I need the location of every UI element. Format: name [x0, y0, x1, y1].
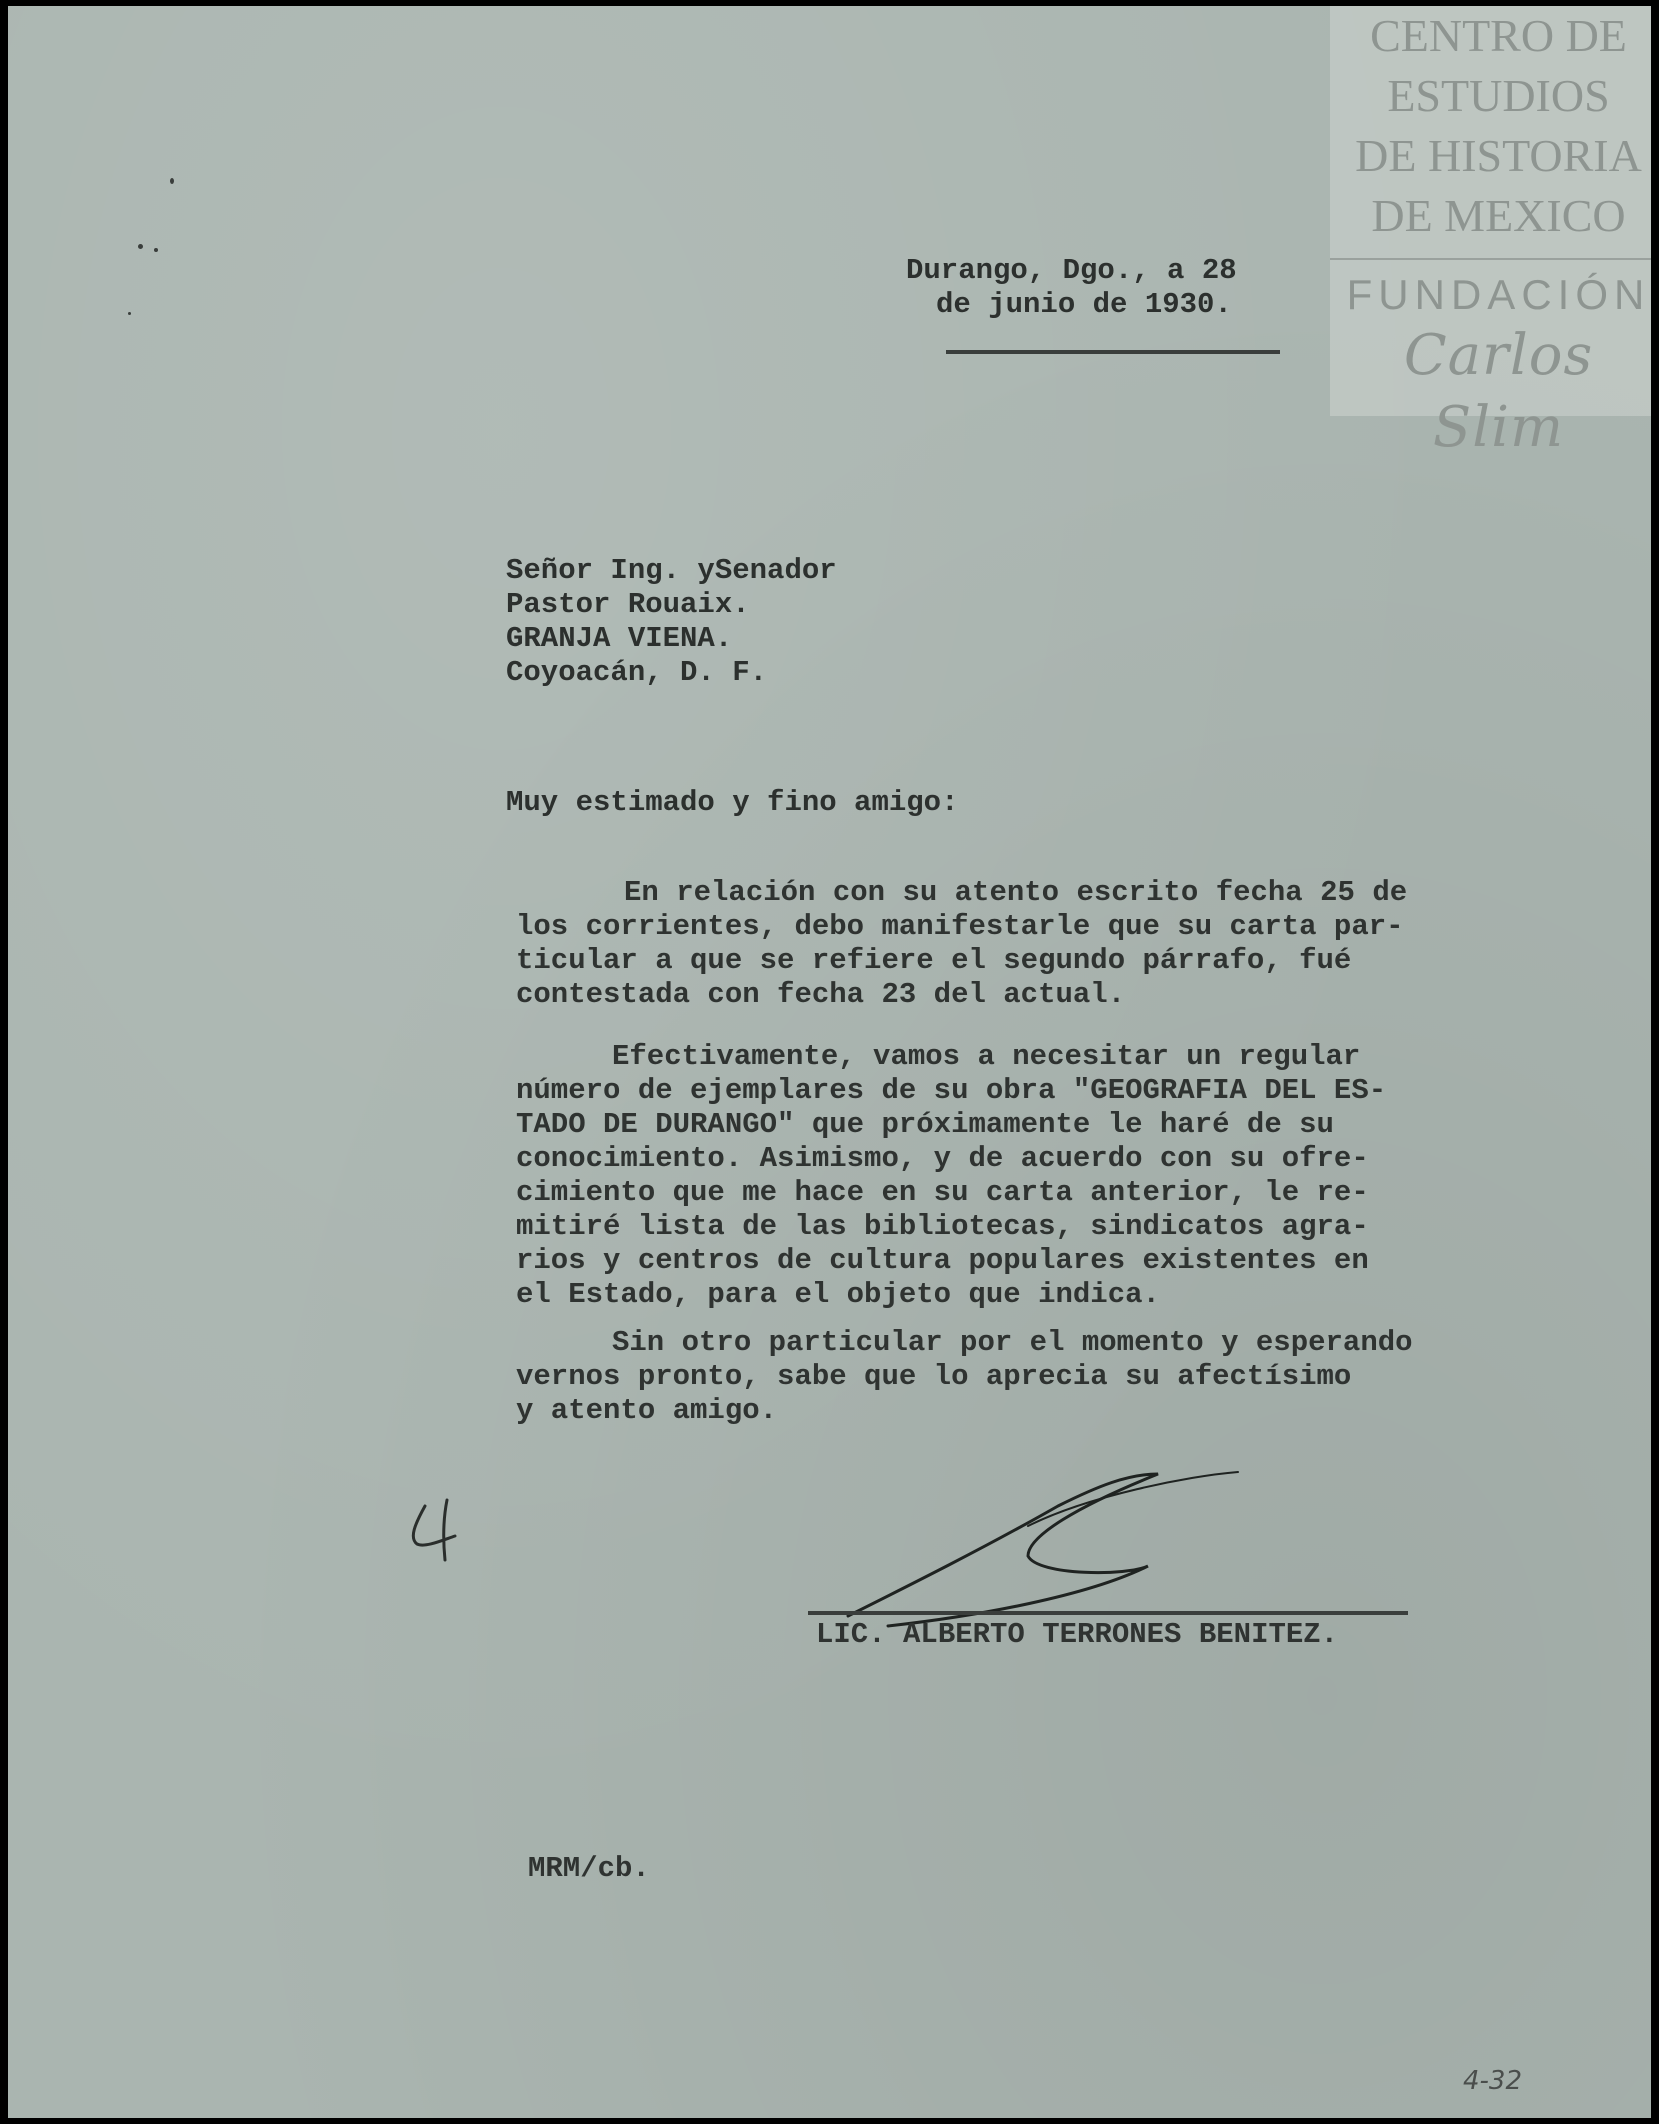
paragraph-2-line: cimiento que me hace en su carta anterior, le re- — [516, 1176, 1369, 1209]
paragraph-3-line: y atento amigo. — [516, 1394, 778, 1427]
archive-page-number: 4-32 — [1463, 2066, 1523, 2096]
address-line-4: Coyoacán, D. F. — [506, 656, 768, 689]
paragraph-1-line: los corrientes, debo manifestarle que su carta par- — [516, 910, 1404, 943]
letter-date-line-2: de junio de 1930. — [936, 288, 1232, 321]
paper-speck — [128, 312, 131, 315]
typist-initials: MRM/cb. — [528, 1852, 650, 1885]
paragraph-2-line: mitiré lista de las bibliotecas, sindicatos agra- — [516, 1210, 1369, 1243]
letter-date-line-1: Durango, Dgo., a 28 — [906, 254, 1237, 287]
watermark-carlos-slim: Carlos Slim — [1403, 323, 1594, 460]
date-underline — [946, 350, 1280, 354]
paragraph-2-line: conocimiento. Asimismo, y de acuerdo con su ofre- — [516, 1142, 1369, 1175]
paragraph-2-line: número de ejemplares de su obra "GEOGRAFIA DEL ES- — [516, 1074, 1387, 1107]
paragraph-1-line: En relación con su atento escrito fecha 25 de — [624, 876, 1408, 909]
paper-speck — [154, 248, 158, 252]
watermark-line-4: DE MEXICO — [1371, 190, 1626, 241]
paragraph-3-line: Sin otro particular por el momento y esperando — [612, 1326, 1413, 1359]
address-line-2: Pastor Rouaix. — [506, 588, 750, 621]
watermark-line-3: DE HISTORIA — [1355, 130, 1642, 181]
watermark-fundacion: FUNDACIÓN — [1346, 271, 1651, 318]
paper-speck — [170, 178, 174, 184]
watermark-line-1: CENTRO DE — [1370, 10, 1627, 61]
paragraph-2-line: rios y centros de cultura populares existentes en — [516, 1244, 1369, 1277]
paragraph-2-line: Efectivamente, vamos a necesitar un regular — [612, 1040, 1361, 1073]
watermark-divider — [1330, 258, 1651, 260]
handwritten-check-mark — [403, 1496, 473, 1566]
address-line-1: Señor Ing. ySenador — [506, 554, 837, 587]
paragraph-1-line: ticular a que se refiere el segundo párrafo, fué — [516, 944, 1352, 977]
archive-watermark — [1330, 6, 1651, 460]
paper-speck — [138, 244, 143, 249]
address-line-3: GRANJA VIENA. — [506, 622, 733, 655]
signer-name: LIC. ALBERTO TERRONES BENITEZ. — [816, 1618, 1339, 1651]
paragraph-2-line: el Estado, para el objeto que indica. — [516, 1278, 1160, 1311]
watermark-line-2: ESTUDIOS — [1387, 70, 1610, 121]
letter-sheet — [8, 6, 1651, 2118]
signature-line — [808, 1611, 1408, 1615]
salutation: Muy estimado y fino amigo: — [506, 786, 959, 819]
paragraph-1-line: contestada con fecha 23 del actual. — [516, 978, 1126, 1011]
paragraph-2-line: TADO DE DURANGO" que próximamente le haré de su — [516, 1108, 1334, 1141]
paragraph-3-line: vernos pronto, sabe que lo aprecia su afectísimo — [516, 1360, 1352, 1393]
